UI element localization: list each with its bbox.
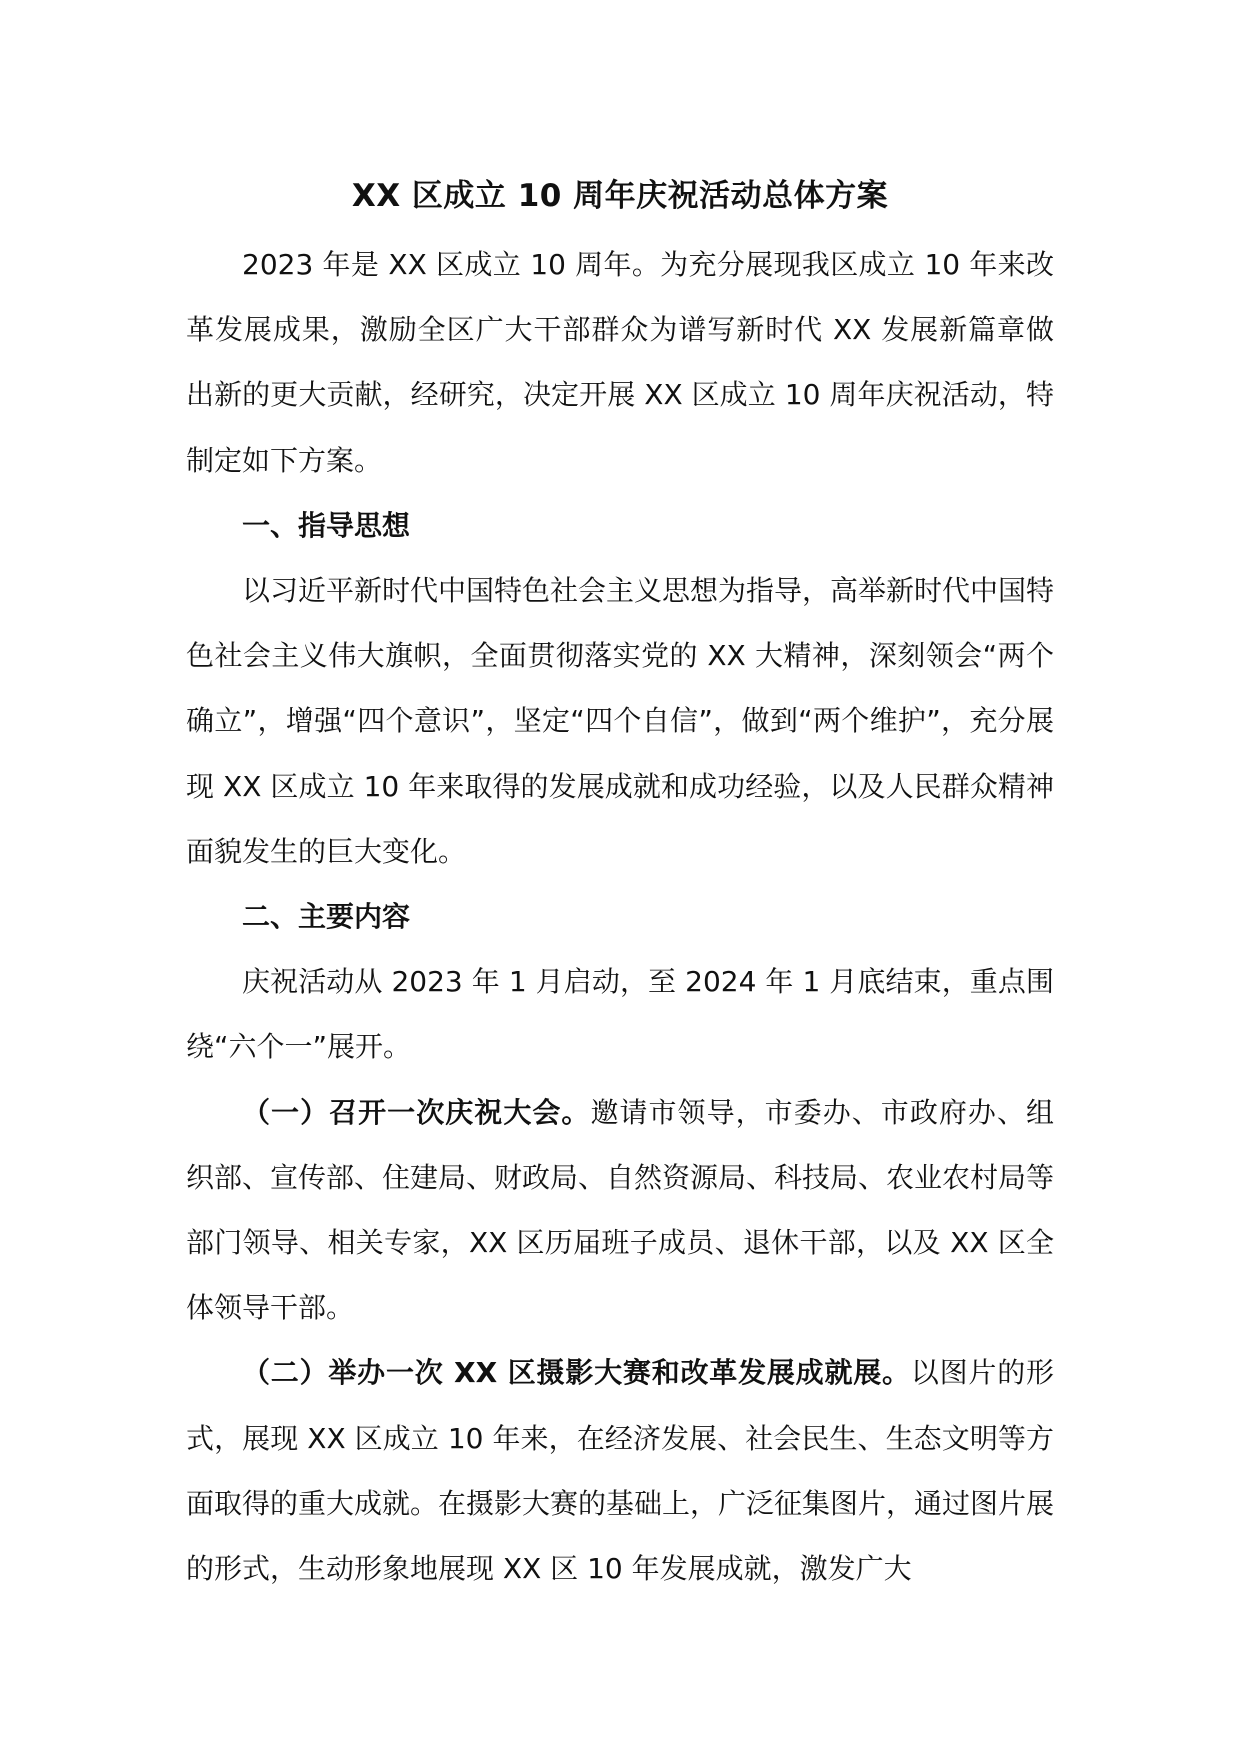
item-photography-exhibition-lead: （二）举办一次 XX 区摄影大赛和改革发展成就展。 [242,1356,911,1390]
item-celebration-meeting-lead: （一）召开一次庆祝大会。 [242,1095,591,1129]
intro-paragraph: 2023 年是 XX 区成立 10 周年。为充分展现我区成立 10 年来改革发展成果，激励全区广大干部群众为谱写新时代 XX 发展新篇章做出新的更大贡献，经研究，决定开展 XX 区成立 10 周年庆祝活动，特制定如下方案。 [186,248,1054,477]
section-heading-guiding-ideology: 一、指导思想 [242,508,411,542]
document-title: XX 区成立 10 周年庆祝活动总体方案 [351,178,889,214]
guiding-ideology-paragraph: 以习近平新时代中国特色社会主义思想为指导，高举新时代中国特色社会主义伟大旗帜，全面贯彻落实党的 XX 大精神，深刻领会“两个确立”，增强“四个意识”，坚定“四个自信”，做到“两个维护”，充分展现 XX 区成立 10 年来取得的发展成就和成功经验，以及人民群众精神面貌发生的巨大变化。 [186,574,1055,868]
section-heading-main-content: 二、主要内容 [242,900,411,934]
item-photography-exhibition-text: 以图片的形式，展现 XX 区成立 10 年来，在经济发展、社会民生、生态文明等方面取得的重大成就。在摄影大赛的基础上，广泛征集图片，通过图片展的形式，生动形象地展现 XX 区 10 年发展成就，激发广大 [186,1356,1055,1586]
document-body [186,232,1054,1601]
item-celebration-meeting-text: 邀请市领导，市委办、市政府办、组织部、宣传部、住建局、财政局、自然资源局、科技局、农业农村局等部门领导、相关专家，XX 区历届班子成员、退休干部，以及 XX 区全体领导干部。 [186,1095,1055,1325]
main-content-paragraph: 庆祝活动从 2023 年 1 月启动，至 2024 年 1 月底结束，重点围绕“六个一”展开。 [186,965,1054,1064]
item-photography-exhibition [186,1340,1054,1601]
item-celebration-meeting [186,1080,1054,1341]
